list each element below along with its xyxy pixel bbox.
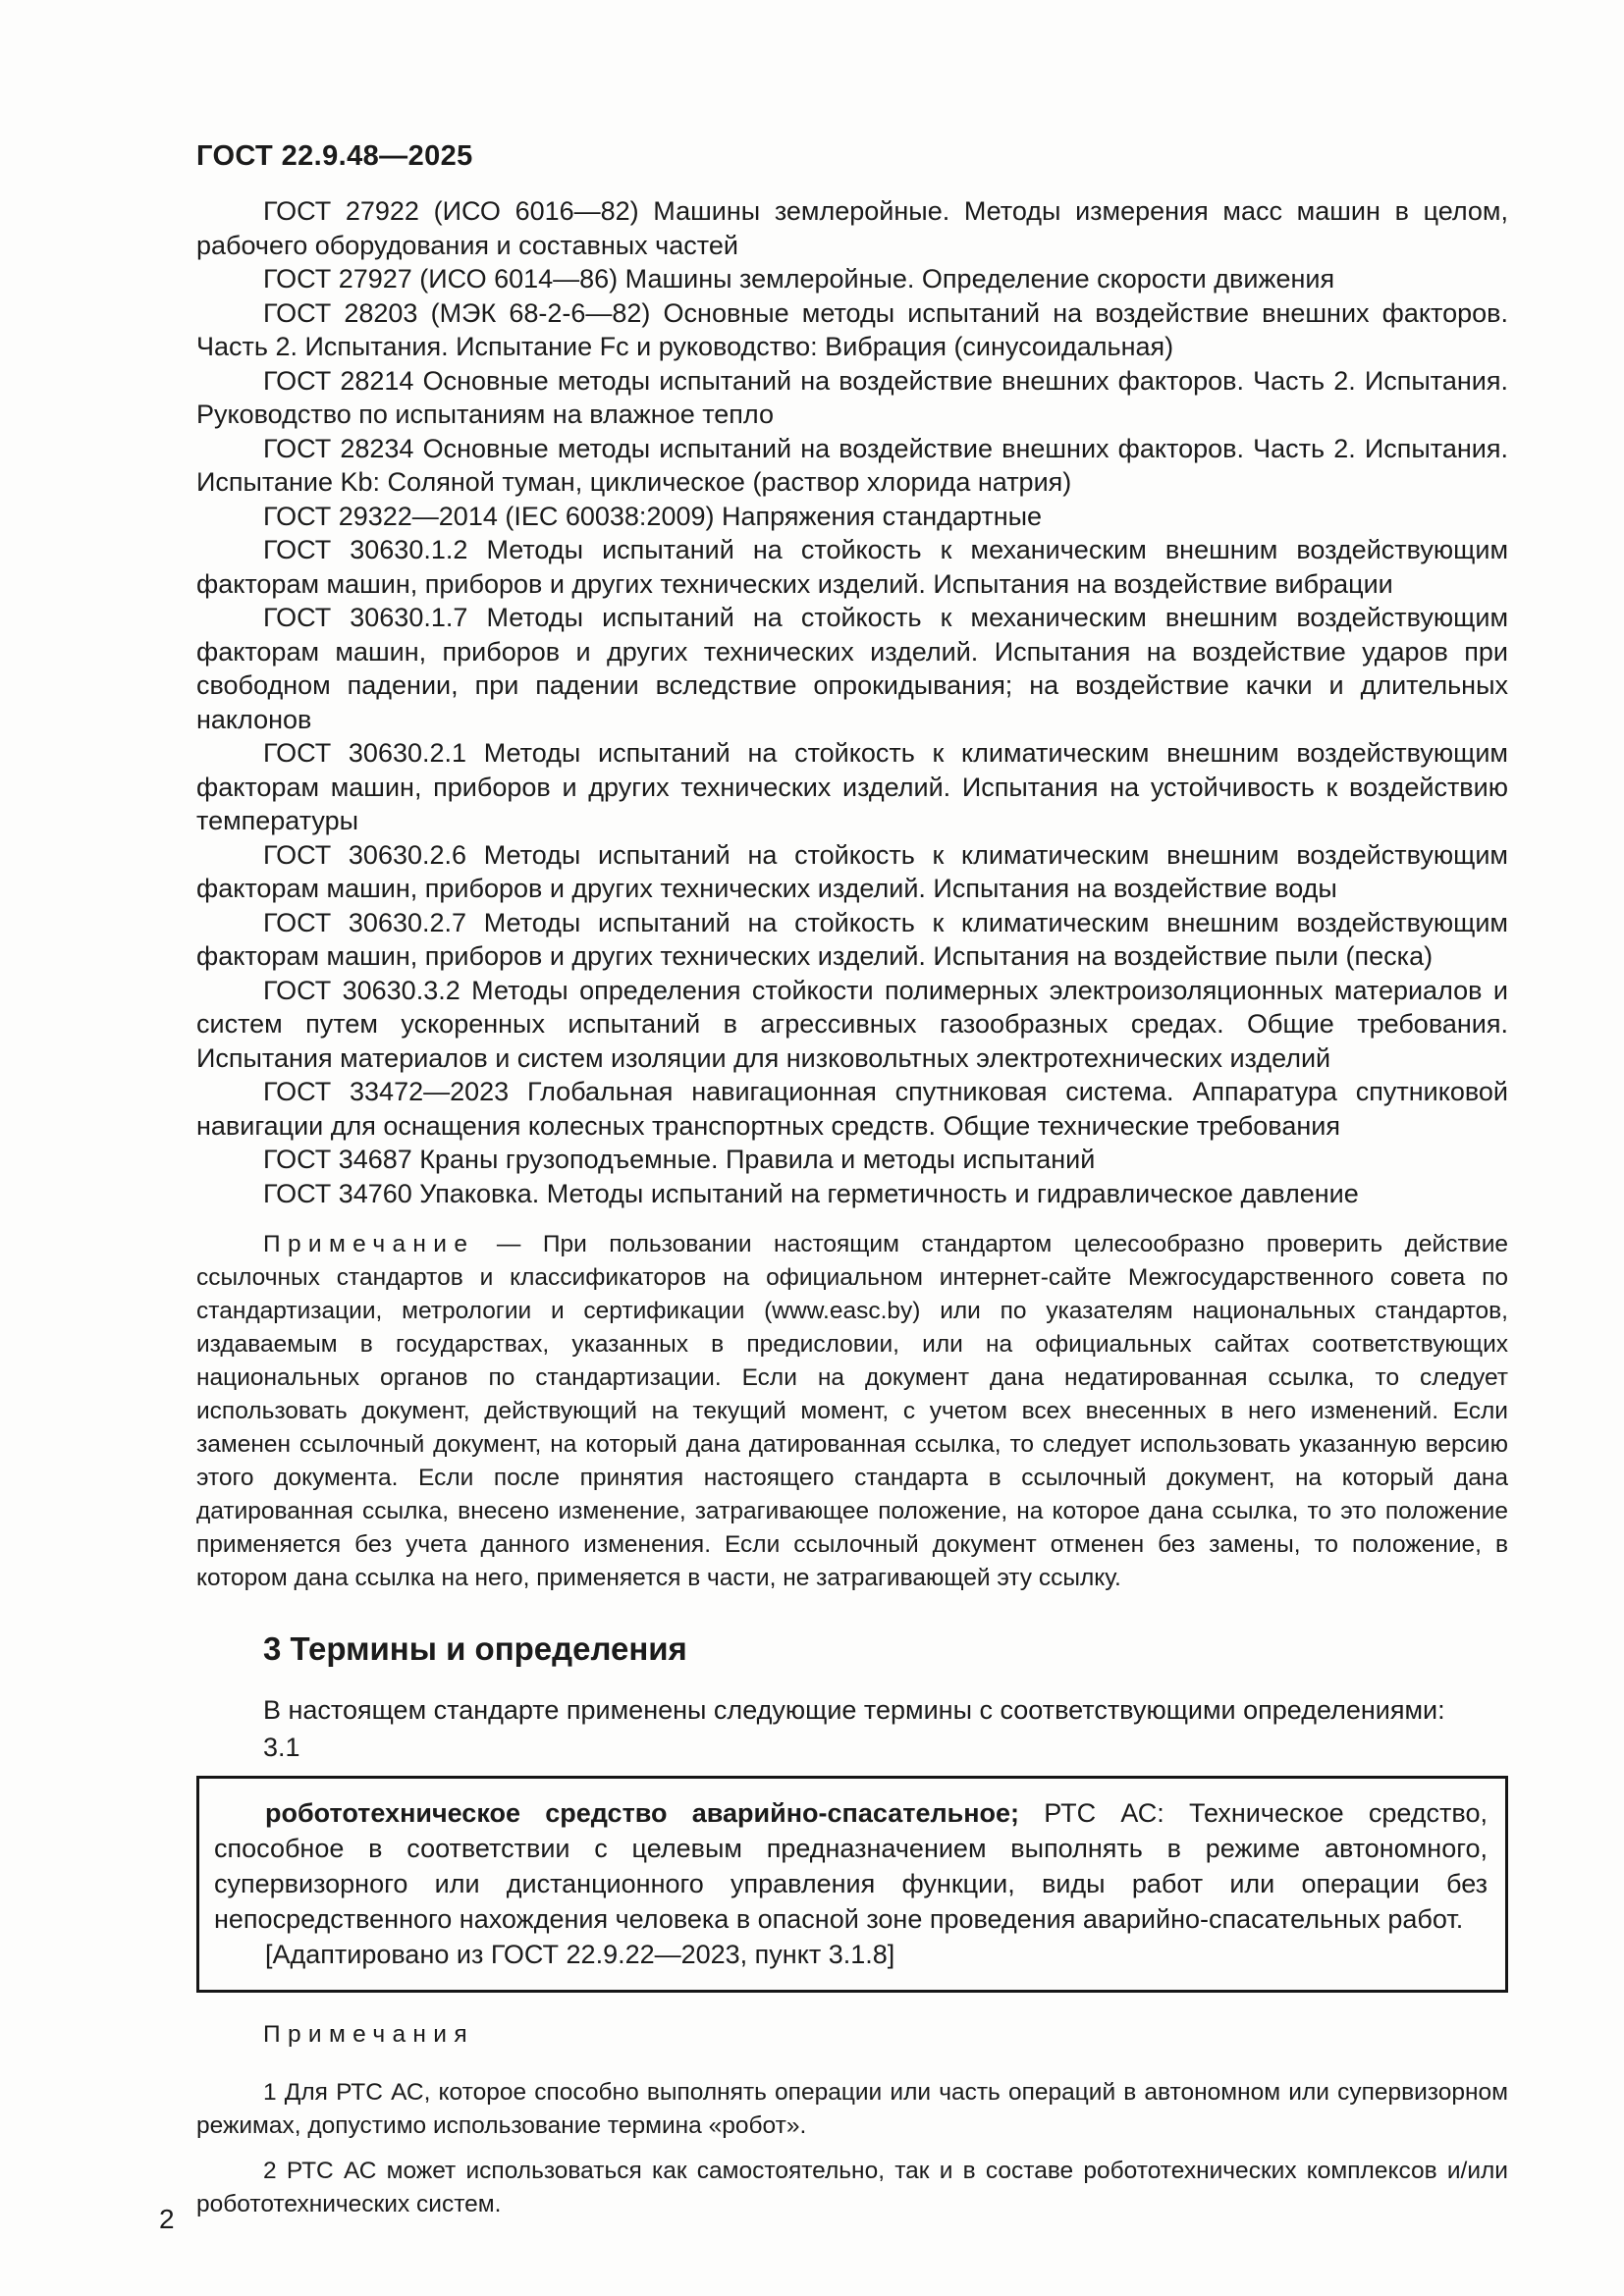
references-note-body: При пользовании настоящим стандартом целесообразно проверить действие ссылочных стандартов и классификаторов на официальном интернет-сайте Межгосударственного совета по стандартизации, метрологии и сертификации (www.easc.by) или по указателям национальных стандартов, издаваемым в государствах, указанных в предисловии, или на официальных сайтах соответствующих национальных органов по стандартизации. Если на документ дана недатированная ссылка, то следует использовать документ, действующий на текущий момент, с учетом всех внесенных в него изменений. Если заменен ссылочный документ, на который дана датированная ссылка, то следует использовать указанную версию этого документа. Если после принятия настоящего стандарта в ссылочный документ, на который дана датированная ссылка, внесено изменение, затрагивающее положение, на которое дана ссылка, то это положение применяется без учета данного изменения. Если ссылочный документ отменен без замены, то положение, в котором дана ссылка на него, применяется в части, не затрагивающей эту ссылку. [196, 1231, 1509, 1591]
note-item: 2 РТС АС может использоваться как самостоятельно, так и в составе робототехнических комплексов и/или робототехнических систем. [196, 2157, 1508, 2217]
definition-box [196, 1776, 1508, 1993]
notes-list [196, 2076, 1508, 2221]
reference-item: ГОСТ 30630.2.6 Методы испытаний на стойкость к климатическим внешним воздействующим факторам машин, приборов и других технических изделий. Испытания на воздействие воды [196, 839, 1508, 903]
references-note [196, 1228, 1508, 1595]
page-content [196, 0, 1508, 2221]
references-note-label: Примечание [263, 1231, 475, 1257]
terms-intro-text: В настоящем стандарте применены следующие термины с соответствующими определениями: [263, 1695, 1445, 1725]
definition-text [214, 1795, 1488, 1937]
reference-item: ГОСТ 30630.1.7 Методы испытаний на стойкость к механическим внешним воздействующим факторам машин, приборов и других технических изделий. Испытания на воздействие ударов при свободном падении, при падении вследствие опрокидывания; на воздействие качки и длительных наклонов [196, 603, 1508, 734]
clause-number: 3.1 [263, 1733, 300, 1762]
running-header: ГОСТ 22.9.48—2025 [196, 140, 473, 172]
normative-references-list [196, 194, 1508, 1210]
reference-item: ГОСТ 34687 Краны грузоподъемные. Правила и методы испытаний [263, 1145, 1096, 1174]
terms-intro-block [196, 1691, 1508, 1766]
references-note-dash: — [496, 1231, 521, 1257]
definition-source: [Адаптировано из ГОСТ 22.9.22—2023, пункт 3.1.8] [265, 1940, 895, 1969]
reference-item: ГОСТ 33472—2023 Глобальная навигационная спутниковая система. Аппаратура спутниковой навигации для оснащения колесных транспортных средств. Общие технические требования [196, 1077, 1508, 1141]
reference-item: ГОСТ 30630.2.1 Методы испытаний на стойкость к климатическим внешним воздействующим факторам машин, приборов и других технических изделий. Испытания на устойчивость к воздействию температуры [196, 738, 1508, 835]
reference-item: ГОСТ 30630.1.2 Методы испытаний на стойкость к механическим внешним воздействующим факторам машин, приборов и других технических изделий. Испытания на воздействие вибрации [196, 535, 1508, 599]
reference-item: ГОСТ 27922 (ИСО 6016—82) Машины землеройные. Методы измерения масс машин в целом, рабочего оборудования и составных частей [196, 196, 1508, 260]
reference-item: ГОСТ 34760 Упаковка. Методы испытаний на герметичность и гидравлическое давление [263, 1178, 1359, 1208]
reference-item: ГОСТ 28214 Основные методы испытаний на воздействие внешних факторов. Часть 2. Испытания. Руководство по испытаниям на влажное тепло [196, 365, 1508, 429]
reference-item: ГОСТ 30630.2.7 Методы испытаний на стойкость к климатическим внешним воздействующим факторам машин, приборов и других технических изделий. Испытания на воздействие пыли (песка) [196, 907, 1508, 971]
section-heading-terms: 3 Термины и определения [263, 1630, 687, 1667]
reference-item: ГОСТ 29322—2014 (IEC 60038:2009) Напряжения стандартные [263, 501, 1043, 531]
page-number: 2 [159, 2204, 175, 2234]
definition-body: РТС АС: Техническое средство, способное в соответствии с целевым предназначением выполнять в режиме автономного, супервизорного или дистанционного управления функции, виды работ или операции без непосредственного нахождения человека в опасной зоне проведения аварийно-спасательных работ. [214, 1798, 1488, 1934]
note-item: 1 Для РТС АС, которое способно выполнять операции или часть операций в автономном или супервизорном режимах, допустимо использование термина «робот». [196, 2078, 1508, 2139]
reference-item: ГОСТ 28234 Основные методы испытаний на воздействие внешних факторов. Часть 2. Испытания. Испытание Kb: Соляной туман, циклическое (раствор хлорида натрия) [196, 433, 1508, 497]
reference-item: ГОСТ 28203 (МЭК 68-2-6—82) Основные методы испытаний на воздействие внешних факторов. Часть 2. Испытания. Испытание Fc и руководство: Вибрация (синусоидальная) [196, 297, 1508, 361]
reference-item: ГОСТ 30630.3.2 Методы определения стойкости полимерных электроизоляционных материалов и систем путем ускоренных испытаний в агрессивных газообразных средах. Общие требования. Испытания материалов и систем изоляции для низковольтных электротехнических изделий [196, 975, 1508, 1073]
definition-term: робототехническое средство аварийно-спасательное; [265, 1798, 1020, 1828]
notes-label-text: Примечания [263, 2021, 474, 2048]
notes-label [196, 2018, 1508, 2052]
reference-item: ГОСТ 27927 (ИСО 6014—86) Машины землеройные. Определение скорости движения [263, 264, 1335, 294]
